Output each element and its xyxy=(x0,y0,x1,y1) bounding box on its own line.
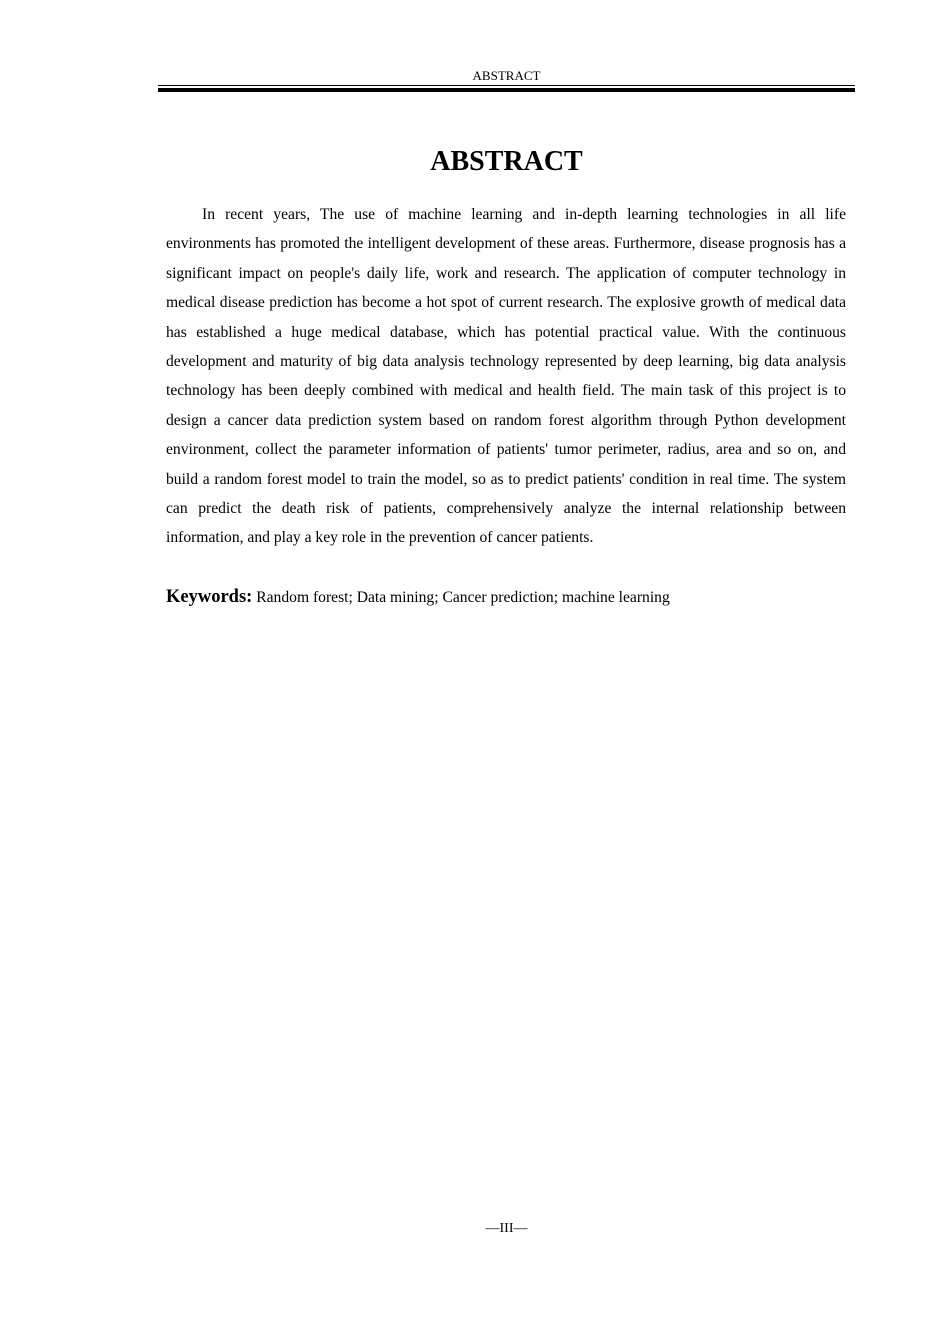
header-rule-thick xyxy=(158,88,855,92)
keywords-text: Random forest; Data mining; Cancer prediction; machine learning xyxy=(252,589,670,606)
page-number: —III— xyxy=(485,1221,528,1236)
running-header: ABSTRACT xyxy=(472,68,541,83)
keywords-line xyxy=(166,583,846,612)
header-rule-thin xyxy=(158,85,855,86)
page-title: ABSTRACT xyxy=(430,146,583,177)
abstract-body: In recent years, The use of machine learning and in-depth learning technologies in all life environments has promoted the intelligent development of these areas. Furthermore, disease prognosis has a significant impact on people's daily life, work and research. The application of computer technology in medical disease prediction has become a hot spot of current research. The explosive growth of medical data has established a huge medical database, which has potential practical value. With the continuous development and maturity of big data analysis technology represented by deep learning, big data analysis technology has been deeply combined with medical and health field. The main task of this project is to design a cancer data prediction system based on random forest algorithm through Python development environment, collect the parameter information of patients' tumor perimeter, radius, area and so on, and build a random forest model to train the model, so as to predict patients' condition in real time. The system can predict the death risk of patients, comprehensively analyze the internal relationship between information, and play a key role in the prevention of cancer patients. xyxy=(166,206,846,547)
keywords-label: Keywords: xyxy=(166,587,253,607)
